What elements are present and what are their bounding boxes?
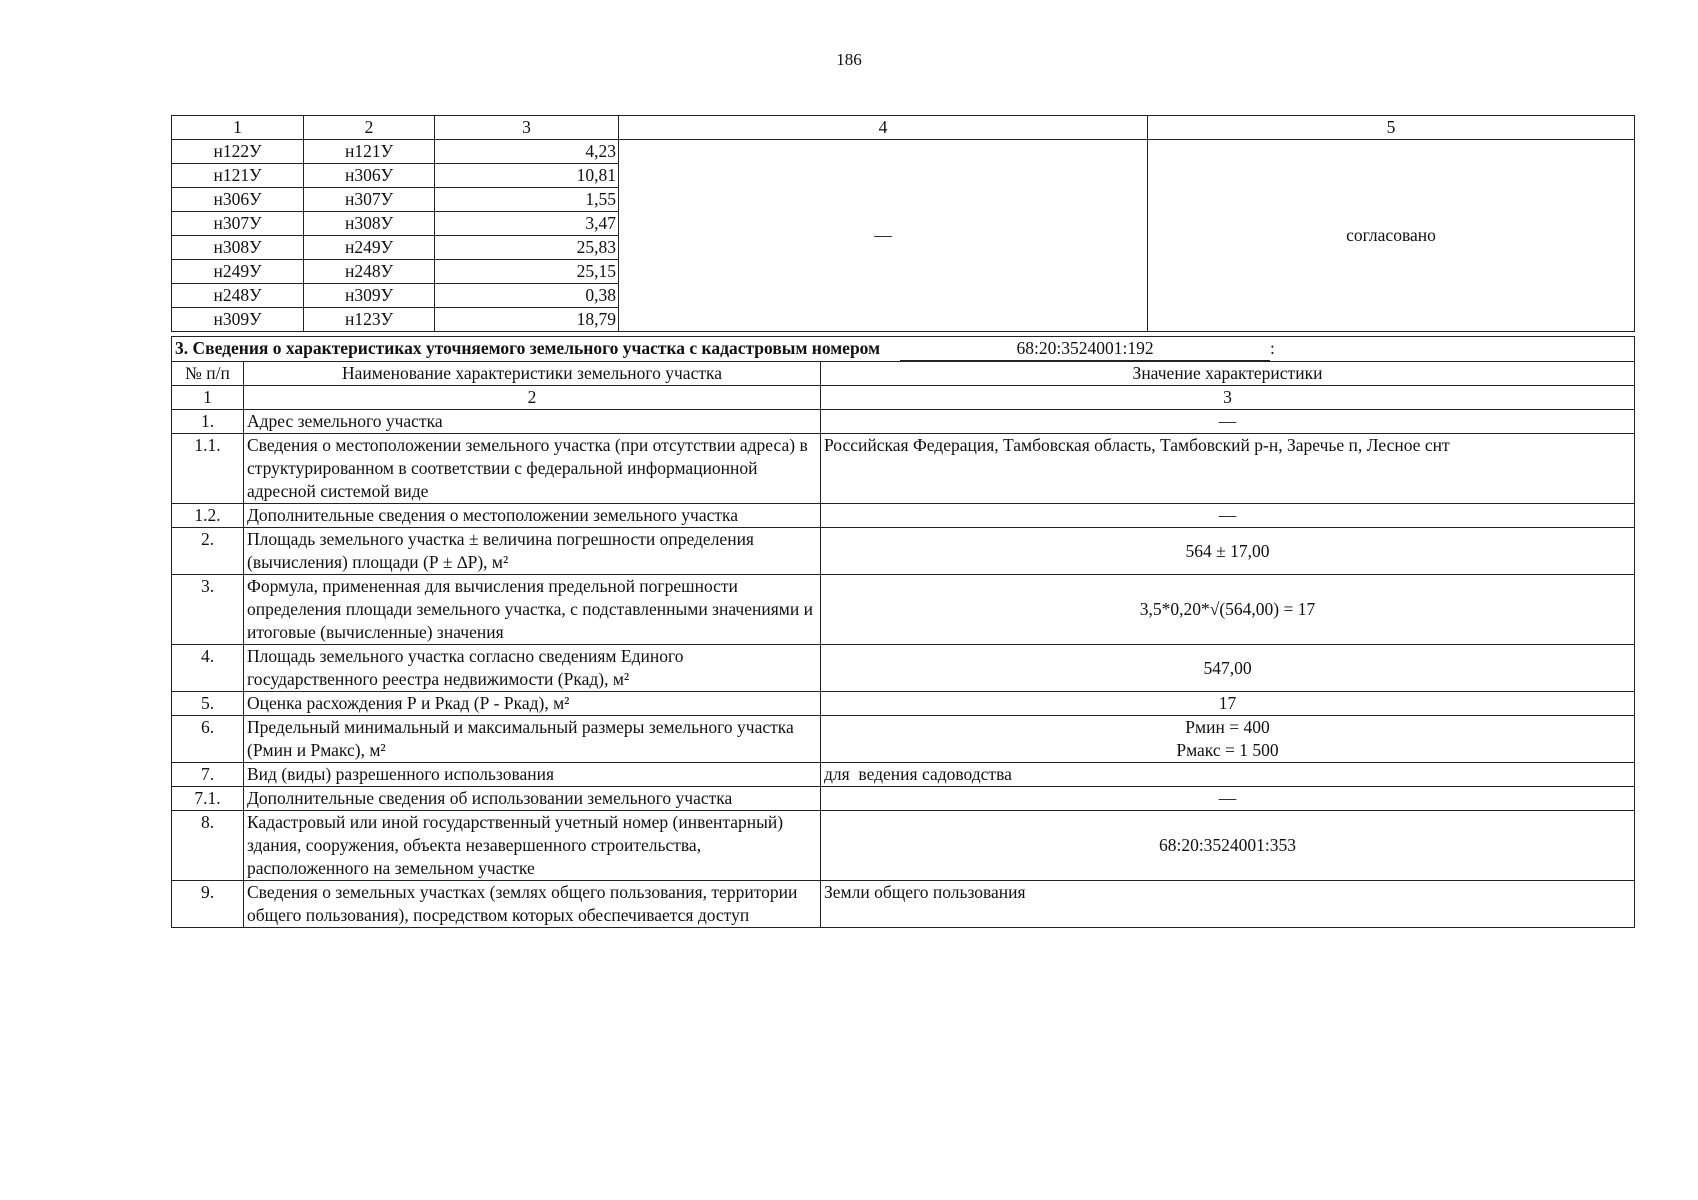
section-title: 3. Сведения о характеристиках уточняемого земельного участка с кадастровым номером bbox=[175, 338, 881, 358]
row-value: 68:20:3524001:353 bbox=[821, 811, 1635, 881]
col-header-4: 4 bbox=[619, 116, 1148, 140]
row-name: Кадастровый или иной государственный учетный номер (инвентарный) здания, сооружения, объекта незавершенного строительства, расположенного на земельном участке bbox=[244, 811, 821, 881]
row-num: 6. bbox=[172, 716, 244, 763]
col-header-2: 2 bbox=[304, 116, 435, 140]
table-row bbox=[172, 434, 1635, 504]
table-row bbox=[172, 881, 1635, 928]
colnum-1: 1 bbox=[172, 386, 244, 410]
characteristics-table bbox=[171, 336, 1635, 928]
row-value: для ведения садоводства bbox=[821, 763, 1635, 787]
point-to: н307У bbox=[304, 188, 435, 212]
row-num: 8. bbox=[172, 811, 244, 881]
row-value-cell bbox=[821, 716, 1635, 763]
row-num: 2. bbox=[172, 528, 244, 575]
row-value: Земли общего пользования bbox=[821, 881, 1635, 928]
row-name: Сведения о местоположении земельного участка (при отсутствии адреса) в структурированном в соответствии с федеральной информационной адресной системой виде bbox=[244, 434, 821, 504]
colnum-3: 3 bbox=[821, 386, 1635, 410]
table-row bbox=[172, 645, 1635, 692]
table-row bbox=[172, 811, 1635, 881]
table-row bbox=[172, 692, 1635, 716]
row-value: — bbox=[821, 410, 1635, 434]
row-num: 5. bbox=[172, 692, 244, 716]
section-title-end: : bbox=[1270, 338, 1275, 358]
segment-length: 1,55 bbox=[435, 188, 619, 212]
row-num: 4. bbox=[172, 645, 244, 692]
point-from: н308У bbox=[172, 236, 304, 260]
segment-length: 3,47 bbox=[435, 212, 619, 236]
table-row bbox=[172, 575, 1635, 645]
header-num: № п/п bbox=[172, 362, 244, 386]
row-num: 1.1. bbox=[172, 434, 244, 504]
point-from: н121У bbox=[172, 164, 304, 188]
cadastral-number: 68:20:3524001:192 bbox=[900, 337, 1270, 361]
header-name: Наименование характеристики земельного участка bbox=[244, 362, 821, 386]
point-from: н122У bbox=[172, 140, 304, 164]
row-num: 1.2. bbox=[172, 504, 244, 528]
page-number: 186 bbox=[836, 50, 862, 69]
row-num: 9. bbox=[172, 881, 244, 928]
row-name: Площадь земельного участка согласно сведениям Единого государственного реестра недвижимости (Ркад), м² bbox=[244, 645, 821, 692]
table-row bbox=[172, 504, 1635, 528]
row-value: — bbox=[821, 504, 1635, 528]
table-row bbox=[172, 410, 1635, 434]
point-to: н123У bbox=[304, 308, 435, 332]
table-row bbox=[172, 787, 1635, 811]
row-name: Сведения о земельных участках (землях общего пользования, территории общего пользования), посредством которых обеспечивается доступ bbox=[244, 881, 821, 928]
table-row bbox=[172, 716, 1635, 763]
row-num: 7.1. bbox=[172, 787, 244, 811]
row-name: Дополнительные сведения о местоположении земельного участка bbox=[244, 504, 821, 528]
colnum-2: 2 bbox=[244, 386, 821, 410]
section-title-row bbox=[172, 337, 1635, 362]
table-row bbox=[172, 528, 1635, 575]
point-from: н306У bbox=[172, 188, 304, 212]
row-name: Предельный минимальный и максимальный размеры земельного участка (Рмин и Рмакс), м² bbox=[244, 716, 821, 763]
max-size: Рмакс = 1 500 bbox=[1176, 740, 1279, 760]
point-to: н308У bbox=[304, 212, 435, 236]
segment-length: 25,83 bbox=[435, 236, 619, 260]
row-value: 547,00 bbox=[821, 645, 1635, 692]
col-header-3: 3 bbox=[435, 116, 619, 140]
point-from: н249У bbox=[172, 260, 304, 284]
min-size: Рмин = 400 bbox=[1185, 717, 1270, 737]
col-header-5: 5 bbox=[1148, 116, 1635, 140]
row-num: 1. bbox=[172, 410, 244, 434]
point-from: н309У bbox=[172, 308, 304, 332]
point-from: н248У bbox=[172, 284, 304, 308]
point-to: н306У bbox=[304, 164, 435, 188]
segment-length: 10,81 bbox=[435, 164, 619, 188]
row-value: — bbox=[821, 787, 1635, 811]
segment-length: 4,23 bbox=[435, 140, 619, 164]
column-numbers-row bbox=[172, 386, 1635, 410]
segment-length: 25,15 bbox=[435, 260, 619, 284]
row-value: 564 ± 17,00 bbox=[821, 528, 1635, 575]
col-header-1: 1 bbox=[172, 116, 304, 140]
row-value: 17 bbox=[821, 692, 1635, 716]
point-to: н309У bbox=[304, 284, 435, 308]
segment-length: 18,79 bbox=[435, 308, 619, 332]
segment-length: 0,38 bbox=[435, 284, 619, 308]
table-row bbox=[172, 763, 1635, 787]
table-row bbox=[172, 140, 1635, 164]
col4-merged-cell: — bbox=[619, 140, 1148, 332]
column-headers-row bbox=[172, 362, 1635, 386]
point-to: н121У bbox=[304, 140, 435, 164]
row-name: Адрес земельного участка bbox=[244, 410, 821, 434]
point-from: н307У bbox=[172, 212, 304, 236]
row-name: Площадь земельного участка ± величина погрешности определения (вычисления) площади (Р ± ∆Р), м² bbox=[244, 528, 821, 575]
row-value: Российская Федерация, Тамбовская область, Тамбовский р-н, Заречье п, Лесное снт bbox=[821, 434, 1635, 504]
boundaries-table bbox=[171, 115, 1635, 332]
row-name: Формула, примененная для вычисления предельной погрешности определения площади земельного участка, с подставленными значениями и итоговые (вычисленные) значения bbox=[244, 575, 821, 645]
boundaries-header-row bbox=[172, 116, 1635, 140]
approval-status: согласовано bbox=[1148, 140, 1635, 332]
row-num: 7. bbox=[172, 763, 244, 787]
section-title-cell bbox=[172, 337, 1635, 362]
row-num: 3. bbox=[172, 575, 244, 645]
row-name: Оценка расхождения Р и Ркад (Р - Ркад), м² bbox=[244, 692, 821, 716]
row-name: Дополнительные сведения об использовании земельного участка bbox=[244, 787, 821, 811]
point-to: н249У bbox=[304, 236, 435, 260]
header-value: Значение характеристики bbox=[821, 362, 1635, 386]
row-name: Вид (виды) разрешенного использования bbox=[244, 763, 821, 787]
row-value: 3,5*0,20*√(564,00) = 17 bbox=[821, 575, 1635, 645]
point-to: н248У bbox=[304, 260, 435, 284]
